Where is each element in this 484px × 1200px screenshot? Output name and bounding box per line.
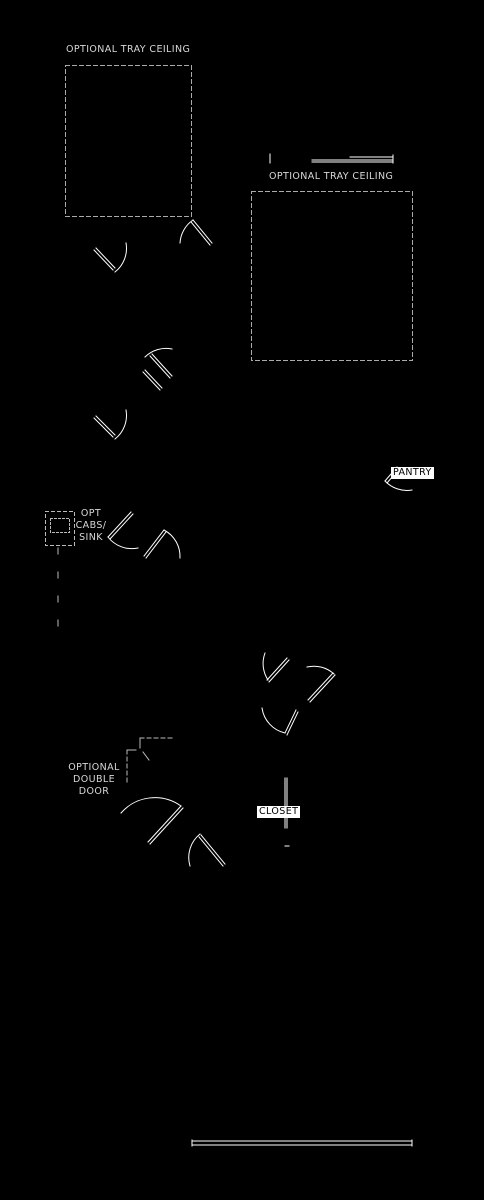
door-swing-2 xyxy=(180,220,212,245)
door-swing-8 xyxy=(307,666,335,702)
tray-ceiling-label-2: OPTIONAL TRAY CEILING xyxy=(269,171,394,182)
opt-cabs-sink-outline xyxy=(46,512,75,629)
double-door-swing xyxy=(121,798,225,866)
door-swing-6 xyxy=(144,530,180,558)
tray-ceiling-label-1: OPTIONAL TRAY CEILING xyxy=(66,44,191,55)
bottom-threshold xyxy=(192,1140,412,1146)
opt-cabs-sink-label xyxy=(74,508,108,544)
optional-double-door-line-1: OPTIONAL xyxy=(68,762,120,773)
door-swing-1 xyxy=(94,243,126,272)
opt-cabs-sink-line-1: OPT xyxy=(80,508,102,519)
door-swing-5 xyxy=(108,512,138,549)
door-swing-3 xyxy=(143,348,172,390)
window-detail xyxy=(270,154,393,163)
optional-double-door-line-2: DOUBLE xyxy=(73,774,115,785)
door-swing-9 xyxy=(262,708,298,735)
opt-cabs-sink-line-2: CABS/ xyxy=(75,520,107,531)
pantry-label: PANTRY xyxy=(393,467,432,478)
optional-double-door-line-3: DOOR xyxy=(78,786,110,797)
optional-double-door-label xyxy=(62,762,126,798)
optional-double-door-marker xyxy=(127,738,175,785)
tray-ceiling-outline-1 xyxy=(66,66,192,217)
opt-cabs-sink-line-3: SINK xyxy=(79,532,103,543)
closet-label: CLOSET xyxy=(259,806,299,817)
door-swing-4 xyxy=(94,410,126,439)
tray-ceiling-outline-2 xyxy=(252,192,413,361)
door-swing-7 xyxy=(263,653,289,682)
